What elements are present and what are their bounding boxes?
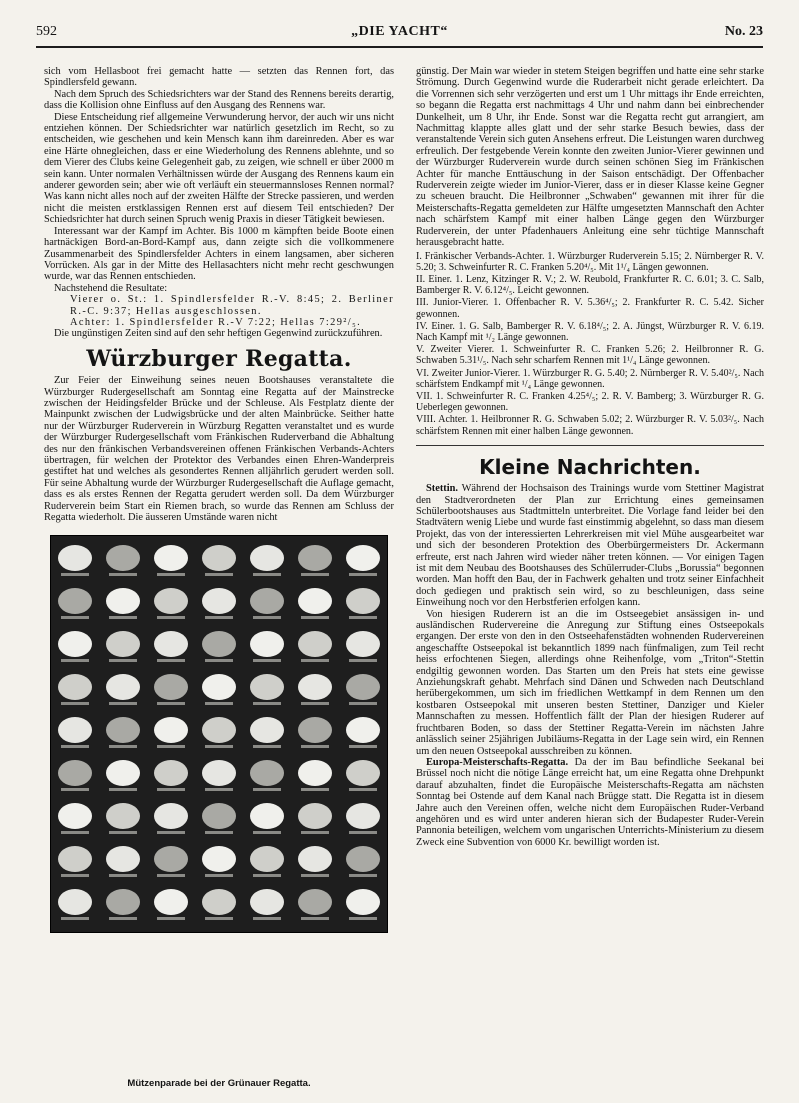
cap-shape: [346, 889, 380, 915]
results-list: [416, 251, 764, 437]
cap-shape: [154, 889, 188, 915]
result-line: Achter: 1. Spindlersfelder R.-V 7:22; Hellas 7:29²/₅.: [70, 316, 362, 328]
cap-shape: [58, 674, 92, 700]
cap-label-mark: [205, 745, 233, 748]
result-line: Vierer o. St.: 1. Spindlersfelder R.-V. 8:45; 2. Berliner R.-C. 9:37; Hellas ausgeschlossen.: [70, 294, 394, 317]
cap-label-mark: [349, 745, 377, 748]
result-item: VII. 1. Schweinfurter R. C. Franken 4.25⁴/₅; 2. R. V. Bamberg; 3. Würzburger R. G. Ueberlegen gewonnen.: [416, 390, 764, 414]
news-lead: Stettin.: [426, 483, 459, 495]
left-column: [44, 66, 394, 1103]
paragraph: Nach dem Spruch des Schiedsrichters war der Stand des Rennens bereits derartig, dass die Kollision ohne Einfluss auf den Ausgang des Rennens war.: [44, 88, 394, 112]
paragraph: Interessant war der Kampf im Achter. Bis 1000 m kämpften beide Boote einen hartnäckigen Bord-an-Bord-Kampf aus, dann zeigte sich die vollkommenere Zusammenarbeit des Spindlersfelder Achters in einem langsamen, aber sicheren Vorrücken. Als gar in der Mitte des Hellasachters nicht mehr recht geschwungen wurde, war das Rennen entschieden.: [44, 225, 394, 283]
cap-label-mark: [157, 745, 185, 748]
cap-shape: [250, 889, 284, 915]
cap-shape: [346, 803, 380, 829]
cap-label-mark: [205, 831, 233, 834]
cap-shape: [202, 674, 236, 700]
cap-label-mark: [301, 874, 329, 877]
cap-shape: [250, 717, 284, 743]
paragraph: Zur Feier der Einweihung seines neuen Bootshauses veranstaltete die Würzburger Rudergesellschaft am Sonntag eine Regatta auf der Mainstrecke zwischen der Heidingsfelder Brücke und der Schleuse. Als Festplatz diente der Mainpunkt zwischen der Ludwigsbrücke und der alten Mainbrücke. Seither hatte nur der Würzburger Ruderverein in Würzburg Regatten veranstaltet und es wurde der Würzburger Rudergesellschaft vom Fränkischen Ruderverband die Abhaltung des nur den fränkischen Verbandsvereinen offenen Fränkischen Verbands-Achters übertragen, für welchen der Protektor des Verbandes einen Ehren-Wanderpreis gestiftet hat und welches als gesondertes Rennen alljährlich gerudert werden soll. Für seine Abhaltung wurde der Würzburger Rudergesellschaft die Auflage gemacht, dass es als erstes Rennen der Regatta gerudert werden soll. Da dem Würzburger Ruderverein beim Start ein Riemen brach, so wurde das Rennen am Schluss der Regatta wiederholt. Die äusseren Umstände waren nicht: [44, 375, 394, 524]
cap-label-mark: [301, 745, 329, 748]
cap-shape: [298, 846, 332, 872]
cap-label-mark: [253, 573, 281, 576]
result-item: VIII. Achter. 1. Heilbronner R. G. Schwaben 5.02; 2. Würzburger R. V. 5.03²/₅. Nach schärfstem Rennen mit einer halben Länge gewonnen.: [416, 414, 764, 437]
cap-shape: [58, 717, 92, 743]
cap-shape: [106, 674, 140, 700]
cap-label-mark: [253, 745, 281, 748]
news-text: Da der im Bau befindliche Seekanal bei Brüssel noch nicht die nötige Länge erreicht hat, um eine Regatta ohne Drehpunkt darauf abzuhalten, findet die Europäische Meisterschafts-Regatta am nächsten Sonntag bei Ostende auf dem Kanal nach Brügge statt. Die Regatta ist in diesem Jahre auch den Vereinen offen, welche nicht dem Europäischen Ruder-Verband angehören und es wird unter anderen hieran sich der Budapester Ruder-Verein Pannonia beteiligen, welchem vom ungarischen Unterrichts-Ministerium zu diesem Zweck eine Subvention von 6000 Kr. bewilligt worden ist.: [416, 756, 764, 848]
cap-shape: [106, 588, 140, 614]
cap-parade-image: [51, 536, 387, 930]
cap-label-mark: [109, 745, 137, 748]
cap-label-mark: [61, 788, 89, 791]
cap-label-mark: [61, 831, 89, 834]
news-item: [416, 483, 764, 608]
cap-label-mark: [61, 616, 89, 619]
cap-shape: [250, 631, 284, 657]
cap-label-mark: [157, 874, 185, 877]
cap-shape: [250, 674, 284, 700]
cap-shape: [346, 588, 380, 614]
section-heading: Würzburger Regatta.: [86, 345, 352, 372]
journal-title: „DIE YACHT“: [351, 24, 448, 39]
cap-shape: [346, 717, 380, 743]
cap-shape: [154, 803, 188, 829]
cap-shape: [298, 760, 332, 786]
cap-label-mark: [349, 659, 377, 662]
cap-shape: [250, 846, 284, 872]
cap-label-mark: [301, 788, 329, 791]
cap-shape: [202, 846, 236, 872]
section-divider: [416, 445, 764, 446]
cap-shape: [154, 717, 188, 743]
cap-shape: [298, 631, 332, 657]
cap-label-mark: [157, 917, 185, 920]
cap-shape: [250, 588, 284, 614]
cap-label-mark: [157, 831, 185, 834]
cap-shape: [202, 760, 236, 786]
paragraph: Nachstehend die Resultate:: [54, 282, 168, 294]
cap-shape: [298, 588, 332, 614]
cap-label-mark: [61, 573, 89, 576]
cap-label-mark: [157, 659, 185, 662]
cap-label-mark: [349, 917, 377, 920]
cap-shape: [106, 760, 140, 786]
cap-shape: [298, 545, 332, 571]
cap-label-mark: [205, 788, 233, 791]
cap-shape: [346, 674, 380, 700]
news-text: Während der Hochsaison des Trainings wurde vom Stettiner Magistrat den Stadtverordneten der Plan zur Errichtung eines gemeinsamen Schülerbootshauses aus Stadtmitteln unterbreitet. Die Vorlage fand leider bei den Stadtvätern wenig Liebe und wurde fast einstimmig abgelehnt, so dass man diesem Projekt, das von der interessierten Lehrerkreisen mit viel Mühe ausgearbeitet war und sich der besonderen Protektion des Oberbürgermeisters Dr. Ackermann erfreute, erst nach Jahren wird wieder näher treten können. — Vor einigen Tagen ist mit dem Neubau des Bootshauses des Schülerruder-Clubs „Borussia“ begonnen worden. Man hofft den Bau, der in Fachwerk gehalten und trotz seiner Einfachheit doch gediegen und praktisch sein wird, so zu beschleunigen, dass seine Einweihung noch vor den Herbstferien erfolgen kann.: [416, 483, 764, 609]
cap-shape: [298, 717, 332, 743]
cap-shape: [250, 545, 284, 571]
cap-label-mark: [61, 874, 89, 877]
cap-shape: [202, 717, 236, 743]
running-header: [36, 24, 763, 44]
cap-label-mark: [109, 702, 137, 705]
cap-shape: [106, 717, 140, 743]
cap-shape: [346, 631, 380, 657]
cap-shape: [58, 545, 92, 571]
cap-label-mark: [301, 917, 329, 920]
cap-label-mark: [157, 788, 185, 791]
cap-label-mark: [253, 616, 281, 619]
result-item: II. Einer. 1. Lenz, Kitzinger R. V.; 2. W. Reubold, Frankfurter R. C. 6.01; 3. C. Salb, Bamberger R. V. 6.12⁴/₅. Leicht gewonnen.: [416, 273, 764, 297]
cap-shape: [58, 631, 92, 657]
cap-shape: [58, 889, 92, 915]
cap-label-mark: [301, 616, 329, 619]
cap-shape: [250, 803, 284, 829]
cap-label-mark: [109, 917, 137, 920]
cap-shape: [346, 846, 380, 872]
cap-shape: [346, 760, 380, 786]
cap-label-mark: [205, 573, 233, 576]
cap-label-mark: [349, 788, 377, 791]
cap-label-mark: [253, 874, 281, 877]
news-lead: Europa-Meisterschafts-Regatta.: [426, 756, 569, 768]
cap-shape: [202, 545, 236, 571]
cap-shape: [154, 846, 188, 872]
paragraph: Von hiesigen Ruderern ist an die im Ostseegebiet ansässigen in- und ausländischen Rudervereine die Anregung zur Stiftung eines Ostseepokals ergangen. Der erste von den in den Ostseehafenstädten wohnenden Rudervereinen angeschaffte Ostseepokal ist bekanntlich 1899 nach fünfmaligen, zum Teil recht heiss erfochtenen Siegen, allerdings ohne Reihenfolge, vom „Triton“-Stettin endgiltig gewonnen worden. Das Starten um den Preis hat stets eine gewisse Anziehungskraft gehabt. Mehrfach sind Dänen und Schweden nach Deutschland herübergekommen, um sich im friedlichen Wettkampf in dem Rennen um den kostbaren Ostseepokal mit unseren besten Stettiner, Danziger und Kieler Mannschaften zu messen. Hoffentlich fällt der Plan der hiesigen Ruderer auf fruchtbaren Boden, so dass der Stettiner Regatta-Verein im nächsten Jahre anlässlich seiner 25jährigen Jubiläums-Regatta in der Lage sein wird, ein Rennen um den neuen Ostseepokal ausschreiben zu können.: [416, 608, 764, 757]
cap-shape: [298, 674, 332, 700]
cap-label-mark: [301, 659, 329, 662]
cap-label-mark: [157, 702, 185, 705]
cap-shape: [202, 803, 236, 829]
cap-label-mark: [157, 573, 185, 576]
photo-caption: Mützenparade bei der Grünauer Regatta.: [127, 1078, 311, 1089]
result-item: VI. Zweiter Junior-Vierer. 1. Würzburger R. G. 5.40; 2. Nürnberger R. V. 5.40²/₅. Nach schärfstem Endkampf mit ¹/₄ Länge gewonnen.: [416, 367, 764, 390]
paragraph: Die ungünstigen Zeiten sind auf den sehr heftigen Gegenwind zurückzuführen.: [54, 328, 383, 340]
cap-label-mark: [61, 917, 89, 920]
result-item: V. Zweiter Vierer. 1. Schweinfurter R. C. Franken 5.26; 2. Heilbronner R. G. Schwaben 5.31¹/₅. Nach sehr scharfem Rennen mit 1¹/₄ Länge gewonnen.: [416, 344, 764, 367]
issue-number: No. 23: [724, 24, 763, 39]
cap-shape: [346, 545, 380, 571]
cap-label-mark: [349, 573, 377, 576]
cap-label-mark: [205, 659, 233, 662]
header-rule: [36, 46, 763, 48]
result-item: III. Junior-Vierer. 1. Offenbacher R. V. 5.36⁴/₅; 2. Frankfurter R. C. 5.42. Sicher gewonnen.: [416, 297, 764, 320]
cap-label-mark: [205, 702, 233, 705]
cap-label-mark: [109, 874, 137, 877]
cap-shape: [154, 631, 188, 657]
section-heading: Kleine Nachrichten.: [479, 454, 701, 479]
cap-shape: [154, 588, 188, 614]
cap-label-mark: [301, 573, 329, 576]
cap-label-mark: [109, 831, 137, 834]
cap-shape: [202, 588, 236, 614]
cap-shape: [250, 760, 284, 786]
cap-label-mark: [205, 616, 233, 619]
paragraph: Diese Entscheidung rief allgemeine Verwunderung hervor, der auch wir uns nicht entziehen können. Der Schiedsrichter war natürlich gesetzlich im Recht, so zu entscheiden, wie geschehen und kein Mensch kann ihm dareinreden. Aber es war eine Härte ohnegleichen, dass er eine Wiederholung des Rennens ablehnte, und so dem Vierer des Clubs keine Gelegenheit gab, zu zeigen, wie schnell er über 2000 m sein kann. Unter normalen Verhältnissen würde der Ausgang des Rennens kaum ein anderer geworden sein; aber wie oft verläuft ein steuermannsloses Rennen normal? Was kann nicht alles noch auf der zweiten Hälfte der Strecke passieren, und werden nicht die meisten erstklassigen Rennen erst auf diesem Teil entschieden? Der Schiedsrichter hat durch seinen Spruch wenig Praxis in dieser Tätigkeit bewiesen.: [44, 111, 394, 226]
cap-parade-photo: [50, 535, 388, 933]
cap-shape: [106, 889, 140, 915]
right-column: [416, 66, 764, 1103]
cap-shape: [154, 674, 188, 700]
cap-label-mark: [349, 874, 377, 877]
cap-label-mark: [61, 702, 89, 705]
cap-label-mark: [253, 702, 281, 705]
cap-label-mark: [253, 788, 281, 791]
result-item: IV. Einer. 1. G. Salb, Bamberger R. V. 6.18⁴/₅; 2. A. Jüngst, Würzburger R. V. 6.19. Nach Kampf mit ¹/₂ Länge gewonnen.: [416, 320, 764, 343]
cap-label-mark: [61, 659, 89, 662]
cap-label-mark: [109, 616, 137, 619]
cap-shape: [58, 588, 92, 614]
cap-label-mark: [61, 745, 89, 748]
cap-label-mark: [349, 831, 377, 834]
cap-label-mark: [349, 702, 377, 705]
cap-label-mark: [301, 702, 329, 705]
news-item: [416, 757, 764, 848]
cap-shape: [154, 760, 188, 786]
cap-shape: [202, 631, 236, 657]
cap-shape: [58, 803, 92, 829]
cap-shape: [298, 803, 332, 829]
cap-label-mark: [253, 917, 281, 920]
result-item: I. Fränkischer Verbands-Achter. 1. Würzburger Ruderverein 5.15; 2. Nürnberger R. V. 5.20; 3. Schweinfurter R. C. Franken 5.20⁴/₅. Mit 1¹/₄ Längen gewonnen.: [416, 250, 764, 273]
cap-label-mark: [205, 874, 233, 877]
cap-label-mark: [109, 659, 137, 662]
cap-shape: [106, 545, 140, 571]
cap-shape: [106, 803, 140, 829]
cap-shape: [106, 846, 140, 872]
cap-label-mark: [109, 788, 137, 791]
cap-label-mark: [205, 917, 233, 920]
cap-label-mark: [253, 659, 281, 662]
cap-shape: [202, 889, 236, 915]
cap-shape: [154, 545, 188, 571]
cap-shape: [298, 889, 332, 915]
cap-shape: [106, 631, 140, 657]
cap-label-mark: [109, 573, 137, 576]
cap-label-mark: [157, 616, 185, 619]
cap-shape: [58, 760, 92, 786]
paragraph: sich vom Hellasboot frei gemacht hatte — setzten das Rennen fort, das Spindlersfeld gewann.: [44, 66, 394, 89]
page-number: 592: [36, 24, 57, 39]
cap-shape: [58, 846, 92, 872]
cap-label-mark: [349, 616, 377, 619]
cap-label-mark: [253, 831, 281, 834]
paragraph: günstig. Der Main war wieder in stetem Steigen begriffen und hatte eine sehr starke Strömung. Durch Gegenwind wurde die Ruderarbeit nicht gerade erleichtert. Da die Vorrennen sich sehr verzögerten und erst um 1 Uhr mittags ihr Ende erreichten, so begann die Regatta erst nachmittags 4 Uhr und nahm dann bei einbrechender Dunkelheit, um 8 Uhr, ihr Ende. Sonst war die Regatta recht gut arrangiert, am Nachmittag klappte alles glatt und der sehr starke Besuch bewies, dass der veranstaltende Verein sich guten Ansehens erfreut. Die Leistungen waren durchweg erfreulich. Der festgebende Verein konnte den zweiten Junior-Vierer gewinnen und der Würzburger Ruderverein wurde durch seinen schönen Sieg im Fränkischen Achter für manche Enttäuschung in der Saison entschädigt. Der Offenbacher Ruderverein zeigte wieder im Junior-Vierer, dass er in dieser Klasse keine Gegner zu scheuen braucht. Die Heilbronner „Schwaben“ gewannen mit ihrer für die Meisterschafts-Regatta gemeldeten zur Hälfte umgesetzten Mannschaft den Achter nach schärfstem Kampf mit einer halben Länge gegen den Würzburger Ruderverein, der unter Pfadenhauers Anleitung eine sehr tüchtige Mannschaft herausgebracht hatte.: [416, 66, 764, 249]
cap-label-mark: [301, 831, 329, 834]
